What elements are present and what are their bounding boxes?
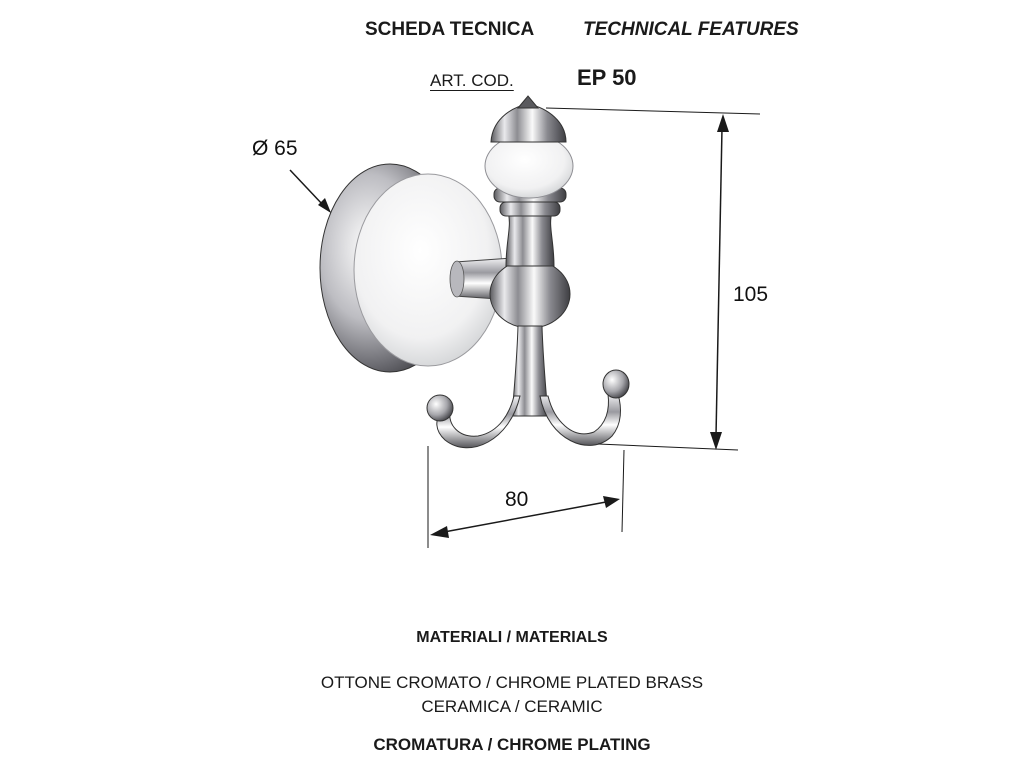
material-line: CERAMICA / CERAMIC bbox=[421, 697, 603, 716]
article-code-value: EP 50 bbox=[577, 65, 637, 90]
materials-title: MATERIALI / MATERIALS bbox=[416, 629, 608, 646]
article-code-label: ART. COD. bbox=[430, 71, 514, 90]
height-dimension: 105 bbox=[733, 283, 769, 306]
width-dimension: 80 bbox=[505, 488, 529, 511]
finish-label: CROMATURA / CHROME PLATING bbox=[373, 735, 651, 754]
material-line: OTTONE CROMATO / CHROME PLATED BRASS bbox=[320, 673, 704, 692]
diameter-dimension: Ø 65 bbox=[252, 137, 298, 160]
heading-italian: SCHEDA TECNICA bbox=[365, 19, 535, 40]
heading-english: TECHNICAL FEATURES bbox=[583, 19, 799, 40]
